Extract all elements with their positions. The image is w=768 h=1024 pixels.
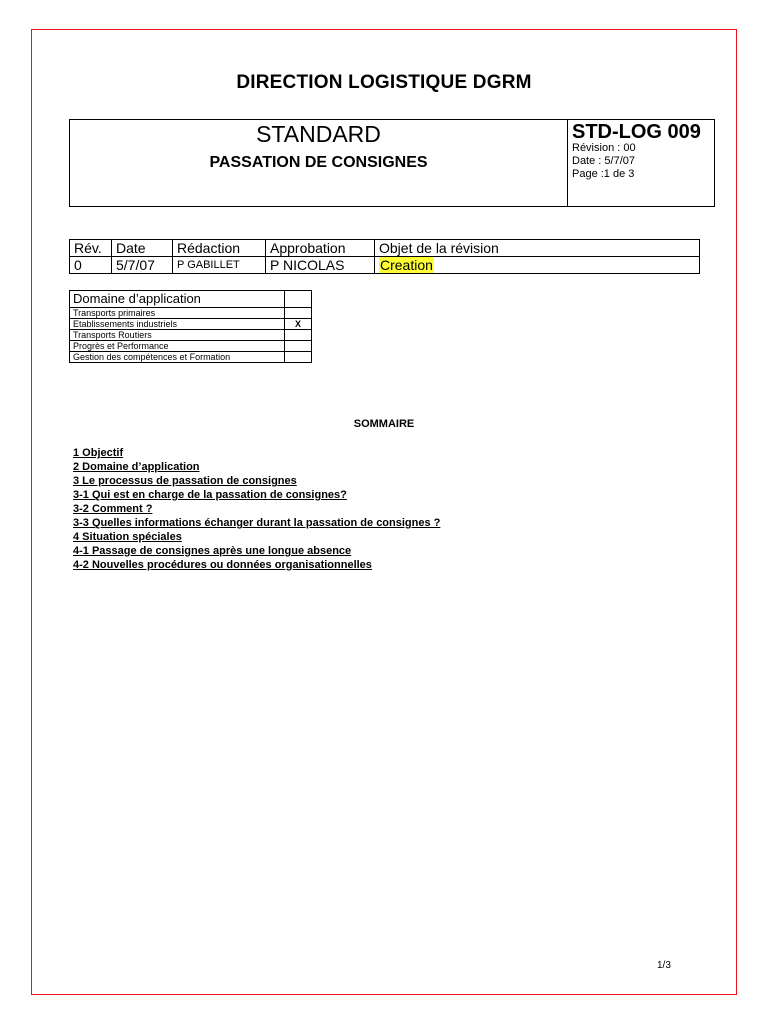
domain-label: Transports Routiers [70, 330, 285, 341]
revision-table [69, 239, 700, 274]
domain-table [69, 290, 312, 363]
approbation-cell: P NICOLAS [266, 257, 375, 274]
redaction-col-header: Rédaction [173, 240, 266, 257]
toc-link[interactable]: 3-3 Quelles informations échanger durant la passation de consignes ? [73, 517, 441, 529]
domain-label: Gestion des compétences et Formation [70, 352, 285, 363]
domain-header-mark [285, 291, 312, 308]
table-row [70, 257, 700, 274]
toc-link[interactable]: 3-2 Comment ? [73, 503, 153, 515]
toc-link[interactable]: 4-1 Passage de consignes après une longue absence [73, 545, 352, 557]
revision-cell: 0 [70, 257, 112, 274]
page-meta: Page :1 de 3 [572, 168, 635, 180]
objet-cell [375, 257, 700, 274]
domain-mark [285, 341, 312, 352]
domain-label: Transports primaires [70, 308, 285, 319]
approbation-col-header: Approbation [266, 240, 375, 257]
toc-link[interactable]: 2 Domaine d’application [73, 461, 200, 473]
page-number: 1/3 [657, 960, 671, 971]
domain-mark [285, 308, 312, 319]
main-title: DIRECTION LOGISTIQUE DGRM [236, 72, 532, 93]
domain-mark: X [285, 319, 312, 330]
domain-label: Etablissements industriels [70, 319, 285, 330]
objet-col-header: Objet de la révision [375, 240, 700, 257]
highlighted-objet: Creation [380, 257, 433, 273]
table-row [70, 319, 312, 330]
table-row [70, 352, 312, 363]
domain-mark [285, 330, 312, 341]
toc-link[interactable]: 3-1 Qui est en charge de la passation de consignes? [73, 489, 347, 501]
domain-mark [285, 352, 312, 363]
document-code: STD-LOG 009 [572, 121, 701, 143]
table-row [70, 330, 312, 341]
revision-table-header [70, 240, 700, 257]
redaction-cell: P GABILLET [173, 257, 266, 274]
domain-table-header [70, 291, 312, 308]
domain-label: Progrès et Performance [70, 341, 285, 352]
domain-header: Domaine d’application [70, 291, 285, 308]
table-row [70, 341, 312, 352]
sommaire-title: SOMMAIRE [353, 418, 415, 430]
revision-col-header: Rév. [70, 240, 112, 257]
revision-meta: Révision : 00 [572, 142, 636, 154]
date-cell: 5/7/07 [112, 257, 173, 274]
toc-link[interactable]: 1 Objectif [73, 447, 124, 459]
header-title-cell [70, 120, 568, 206]
header-box [69, 119, 715, 207]
toc-link[interactable]: 4 Situation spéciales [73, 531, 182, 543]
standard-title: STANDARD [256, 121, 381, 147]
date-meta: Date : 5/7/07 [572, 155, 635, 167]
standard-subtitle: PASSATION DE CONSIGNES [209, 154, 428, 171]
toc-link[interactable]: 3 Le processus de passation de consignes [73, 475, 297, 487]
date-col-header: Date [112, 240, 173, 257]
table-row [70, 308, 312, 319]
toc-link[interactable]: 4-2 Nouvelles procédures ou données organisationnelles [73, 559, 372, 571]
table-of-contents [73, 446, 440, 572]
